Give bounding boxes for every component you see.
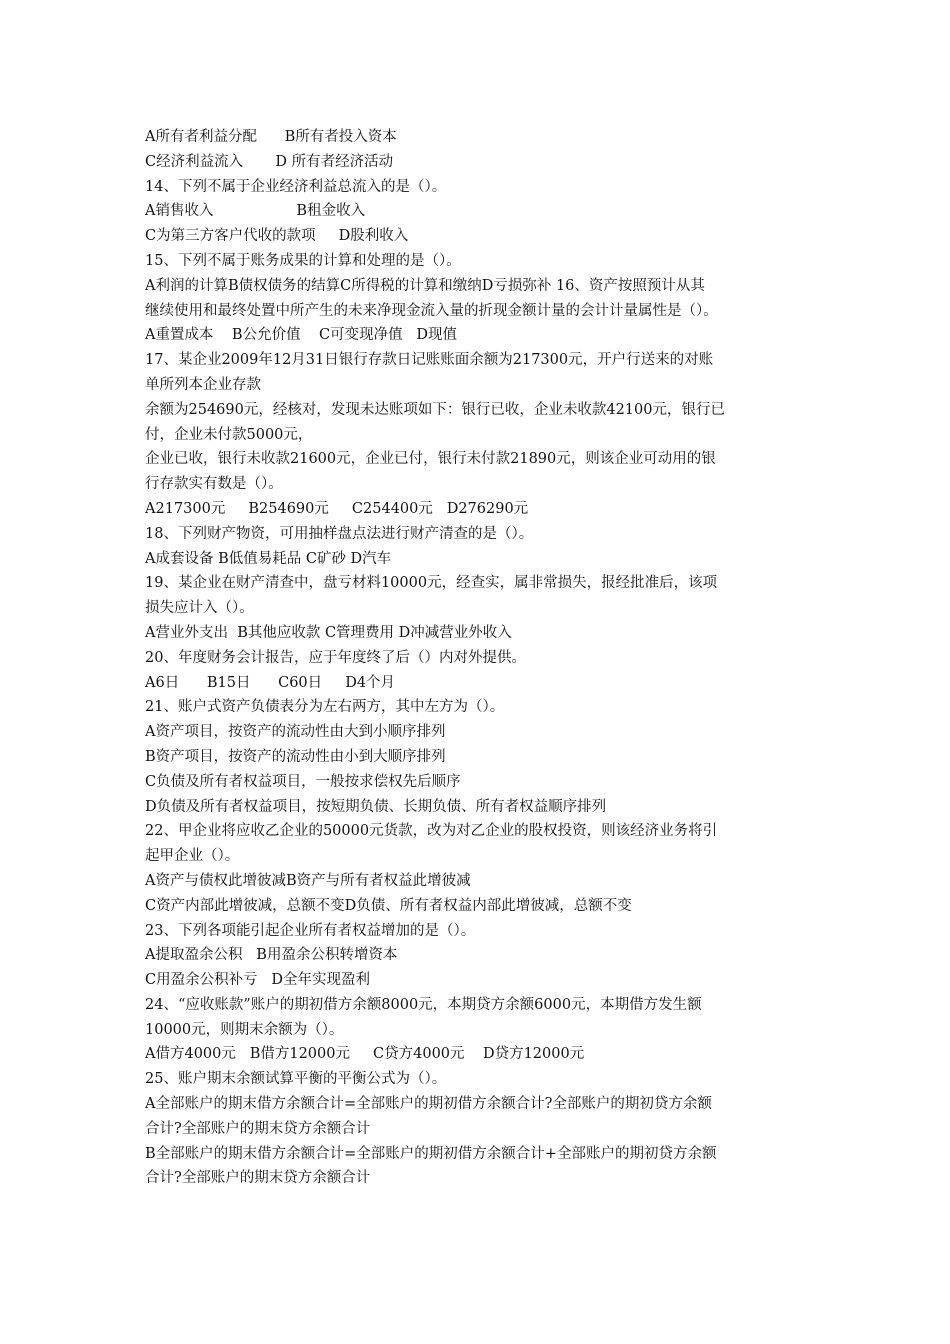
question-25: 25、账户期末余额试算平衡的平衡公式为（）。 (145, 1071, 447, 1088)
text-line: 余额为254690元，经核对，发现未达账项如下：银行已收，企业未收款42100元，银行已 (145, 401, 725, 418)
question-21: 21、账户式资产负债表分为左右两方，其中左方为（）。 (145, 699, 505, 716)
text-line: A6日 B15日 C60日 D4个月 (145, 674, 396, 691)
question-18: 18、下列财产物资，可用抽样盘点法进行财产清查的是（）。 (145, 525, 534, 542)
text-line: D负债及所有者权益项目，按短期负债、长期负债、所有者权益顺序排列 (145, 798, 607, 815)
question-23: 23、下列各项能引起企业所有者权益增加的是（）。 (145, 922, 476, 939)
text-line: C经济利益流入 D 所有者经济活动 (145, 153, 394, 170)
text-line: A217300元 B254690元 C254400元 D276290元 (145, 500, 529, 517)
text-line: 10000元，则期末余额为（）。 (145, 1021, 344, 1038)
question-24: 24、“应收账款”账户的期初借方余额8000元，本期贷方余额6000元，本期借方发生额 (145, 996, 702, 1013)
question-19: 19、某企业在财产清查中，盘亏材料10000元，经查实，属非常损失，报经批准后，该项 (145, 575, 718, 592)
text-line: A销售收入 B租金收入 (145, 203, 366, 220)
question-17: 17、某企业2009年12月31日银行存款日记账账面余额为217300元，开户行送来的对账 (145, 352, 714, 369)
question-14: 14、下列不属于企业经济利益总流入的是（）。 (145, 178, 447, 195)
document-body (145, 125, 810, 1191)
text-line: A成套设备 B低值易耗品 C矿砂 D汽车 (145, 550, 392, 567)
text-line: 起甲企业（）。 (145, 848, 240, 865)
text-line: 付，企业未付款5000元， (145, 426, 313, 443)
text-line: 合计?全部账户的期末贷方余额合计 (145, 1120, 371, 1137)
text-line: 行存款实有数是（）。 (145, 476, 283, 493)
text-line: A提取盈余公积 B用盈余公积转增资本 (145, 947, 398, 964)
text-line: A全部账户的期末借方余额合计=全部账户的期初借方余额合计?全部账户的期初贷方余额 (145, 1096, 712, 1113)
text-line: B资产项目，按资产的流动性由小到大顺序排列 (145, 748, 446, 765)
text-line: 合计?全部账户的期末贷方余额合计 (145, 1170, 371, 1187)
text-line: A资产项目，按资产的流动性由大到小顺序排列 (145, 724, 446, 741)
text-line: 企业已收，银行未收款21600元，企业已付，银行未付款21890元，则该企业可动用的银 (145, 451, 716, 468)
question-20: 20、年度财务会计报告，应于年度终了后（）内对外提供。 (145, 649, 526, 666)
question-22: 22、甲企业将应收乙企业的50000元货款，改为对乙企业的股权投资，则该经济业务将引 (145, 823, 718, 840)
text-line: A所有者利益分配 B所有者投入资本 (145, 129, 397, 145)
text-line: A资产与债权此增彼减B资产与所有者权益此增彼减 (145, 872, 471, 889)
question-15: 15、下列不属于账务成果的计算和处理的是（）。 (145, 252, 461, 269)
text-line: 单所列本企业存款 (145, 376, 261, 393)
text-line: A营业外支出 B其他应收款 C管理费用 D冲减营业外收入 (145, 624, 512, 641)
text-line: A重置成本 B公允价值 C可变现净值 D现值 (145, 327, 458, 344)
text-line: 损失应计入（）。 (145, 600, 254, 617)
text-line: 继续使用和最终处置中所产生的未来净现金流入量的折现金额计量的会计计量属性是（）。 (145, 302, 718, 319)
text-line: C用盈余公积补亏 D全年实现盈利 (145, 972, 371, 989)
text-line: A利润的计算B债权债务的结算C所得税的计算和缴纳D亏损弥补 16、资产按照预计从其 (145, 277, 705, 294)
text-line: C资产内部此增彼减，总额不变D负债、所有者权益内部此增彼减，总额不变 (145, 897, 632, 914)
text-line: A借方4000元 B借方12000元 C贷方4000元 D贷方12000元 (145, 1046, 585, 1063)
text-line: C负债及所有者权益项目，一般按求偿权先后顺序 (145, 773, 461, 790)
text-line: B全部账户的期末借方余额合计=全部账户的期初借方余额合计+全部账户的期初贷方余额 (145, 1145, 717, 1162)
text-line: C为第三方客户代收的款项 D股利收入 (145, 228, 409, 245)
